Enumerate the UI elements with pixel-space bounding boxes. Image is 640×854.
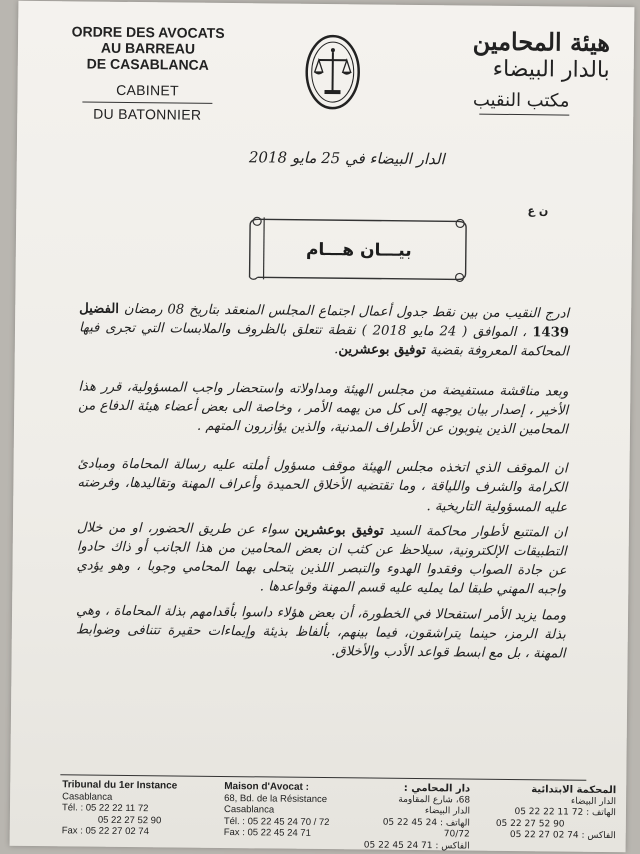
header-fr-batonnier: DU BATONNIER <box>57 105 237 123</box>
letter-page <box>10 1 635 852</box>
header-ar-office: مكتب النقيب <box>399 87 609 115</box>
bar-association-seal-icon <box>302 32 363 113</box>
header-fr-line2: AU BARREAU <box>58 39 238 57</box>
paragraph-2: وبعد مناقشة مستفيضة من مجلس الهيئة ومداولاته واستحضار واجب المسؤولية، قرر هذا الأخير ، إصدار بيان يوجهه إلى كل من يهمه الأمر ، وخاصة الى بعض أعضاء هيئة الدفاع من المحامين الذين ينوبون عن الأطراف المدنية، والذين يؤازرون المتهم . <box>78 377 569 440</box>
header-fr-cabinet: CABINET <box>57 81 237 99</box>
header-ar-line2: بالدار البيضاء <box>400 55 610 85</box>
header-ar-line1: هيئة المحامين <box>400 27 610 57</box>
footer-tribunal-fr: Tribunal du 1er Instance Casablanca Tél. : 05 22 22 11 72 05 22 27 52 90 Fax : 05 22 27 02 74 <box>62 779 213 838</box>
header-fr-divider <box>82 101 212 103</box>
footer-dar-mohami-ar: دار المحامي : 68، شارع المقاومة الدار البيضاء الهاتف : 05 22 45 24 70/72 الفاكس : 05 22 45 24 71 <box>360 782 471 852</box>
footer-tribunal-ar: المحكمة الابتدائية الدار البيضاء الهاتف : 05 22 22 11 72 05 22 27 52 90 الفاكس : 05 22 27 02 74 <box>496 784 617 843</box>
header-fr-line3: DE CASABLANCA <box>58 55 238 73</box>
header-fr-line1: ORDRE DES AVOCATS <box>58 23 238 41</box>
letter-date: الدار البيضاء في 25 مايو 2018 <box>197 148 497 169</box>
paragraph-5: ومما يزيد الأمر استفحالا في الخطورة، أن بعض هؤلاء داسوا بأقدامهم بذلة المحاماة ، وهي بذلة الرمز، حينما يتراشقون، فيما بينهم، بألفاظ بذيئة وإيماءات حقيرة تتنافى وضوابط المهنة ، بل مع ابسط قواعد الأدب والأخلاق. <box>76 601 567 664</box>
paragraph-3: ان الموقف الذي اتخذه مجلس الهيئة موقف مسؤول أملته عليه رسالة المحاماة ومبادئ الكرامة والشرف واللياقة ، وما تقتضيه الأخلاق الحميدة وأعراف المهنة وتقاليدها، وفرضته عليه المسؤولية التاريخية . <box>77 455 568 518</box>
header-french <box>57 23 238 123</box>
paragraph-4: ان المتتبع لأطوار محاكمة السيد توفيق بوعشرين سواء عن طريق الحضور، او من خلال التطبيقات الإلكترونية، سيلاحظ عن كثب ان بعض المحامين من هذا الجانب أو ذاك حادوا عن جادة الصواب وفقدوا الهدوء والتبصر اللذين يتحلى بهما المحامي وجوبا ، وهو يؤدي واجبه المهني طبقا لما يمليه عليه قسم المهنة وقواعدها . <box>76 518 567 600</box>
statement-title: بيـــان هـــام <box>244 239 474 261</box>
letter-body <box>75 299 569 683</box>
reference-mark: ن ع <box>527 204 548 217</box>
footer-maison-avocat-fr: Maison d'Avocat : 68, Bd. de la Résistance Casablanca Tél. : 05 22 45 24 70 / 72 Fax : 05 22 45 24 71 <box>224 781 355 840</box>
paragraph-1: ادرج النقيب من بين نقط جدول أعمال اجتماع المجلس المنعقد بتاريخ 08 رمضان الفضيل 1439 ، الموافق ( 24 مايو 2018 ) نقطة تتعلق بالظروف والملابسات التي تجرى فيها المحاكمة المعروفة بقضية توفيق بوعشرين. <box>79 299 570 362</box>
header-arabic <box>399 27 610 116</box>
